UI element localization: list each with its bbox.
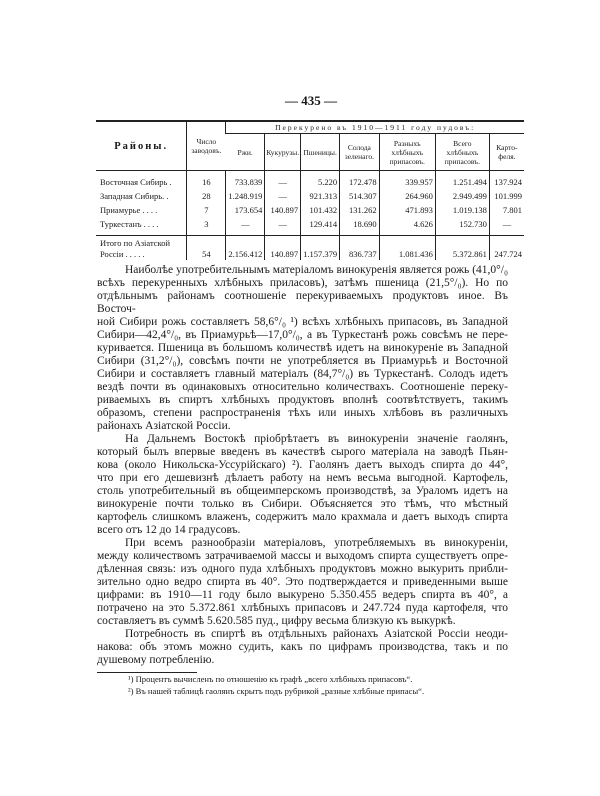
header-col: Ржи. bbox=[226, 134, 265, 171]
table-row bbox=[96, 217, 524, 231]
header-districts-label: Районы. bbox=[114, 140, 169, 152]
value-cell: 247.724 bbox=[489, 236, 524, 261]
district-cell: Туркестанъ . . . . bbox=[100, 218, 159, 229]
text-line: При всемъ разнообразіи матеріаловъ, употребляемыхъ въ винокуреніи, bbox=[125, 537, 508, 549]
value-cell: 173.654 bbox=[226, 203, 265, 217]
text-line: отдѣльнымъ районамъ соотношеніе перекуриваемыхъ продуктовъ иное. Въ Восточ- bbox=[97, 290, 508, 315]
value-cell: — bbox=[265, 175, 301, 189]
header-col: Разныхъ хлѣбныхъ припасовъ. bbox=[379, 134, 435, 171]
value-cell: — bbox=[489, 217, 524, 231]
value-cell: 140.897 bbox=[265, 236, 301, 261]
text-line: что при его дешевизнѣ дѣлаетъ работу на немъ весьма выгодной. Картофель, bbox=[97, 472, 508, 484]
value-cell: 101.999 bbox=[489, 189, 524, 203]
value-cell: 1.248.919 bbox=[226, 189, 265, 203]
plants-cell: 7 bbox=[187, 203, 226, 217]
text-line: ной Сибири рожь составляетъ 58,6°/₀ ¹) всѣхъ хлѣбныхъ припасовъ, въ Западной bbox=[97, 316, 508, 328]
header-col: Карто-феля. bbox=[489, 134, 524, 171]
value-cell: 5.372.861 bbox=[435, 236, 489, 261]
text-line: дѣленная связь: изъ одного пуда хлѣбныхъ продуктовъ можно выкурить прибли- bbox=[97, 563, 508, 575]
plants-cell: 28 bbox=[187, 189, 226, 203]
value-cell: 5.220 bbox=[301, 175, 340, 189]
value-cell: 921.313 bbox=[301, 189, 340, 203]
value-cell: 152.730 bbox=[435, 217, 489, 231]
text-line: зительно одно ведро спирта въ 40°. Это подтверждается и приведенными выше bbox=[97, 576, 508, 588]
text-line: всего отъ 12 до 14 градусовъ. bbox=[97, 524, 241, 536]
footnote-2: ²) Въ нашей таблицѣ гаолянъ скрытъ подъ рубрикой „разные хлѣбные припасы“. bbox=[128, 686, 425, 696]
value-cell: 140.897 bbox=[265, 203, 301, 217]
text-line: Сибири (31,2°/₀), совсѣмъ почти не употребляется въ Приамурьѣ и Восточной bbox=[97, 355, 508, 367]
value-cell: 836.737 bbox=[340, 236, 380, 261]
value-cell: 1.019.138 bbox=[435, 203, 489, 217]
value-cell: 2.156.412 bbox=[226, 236, 265, 261]
body-text bbox=[97, 264, 508, 667]
text-line: картофель слишкомъ влаженъ, содержитъ мало крахмала и даетъ выходъ спирта bbox=[97, 511, 508, 523]
value-cell: 137.924 bbox=[489, 175, 524, 189]
plants-cell: 16 bbox=[187, 175, 226, 189]
paragraph bbox=[97, 264, 508, 433]
text-line: составляетъ въ суммѣ 5.620.585 пуд., цифру весьма близкую къ выкуркѣ. bbox=[97, 615, 456, 627]
text-line: риваемыхъ въ спиртъ хлѣбныхъ продуктовъ вполнѣ соотвѣтствуетъ, такимъ bbox=[97, 394, 508, 406]
value-cell: 131.262 bbox=[340, 203, 380, 217]
value-cell: 101.432 bbox=[301, 203, 340, 217]
value-cell: — bbox=[265, 217, 301, 231]
text-line: между количествомъ затрачиваемой массы и выходомъ спирта существуетъ опре- bbox=[97, 550, 508, 562]
value-cell: 471.893 bbox=[379, 203, 435, 217]
text-line: кова (около Никольска-Уссурійскаго) ²). Гаолянъ даетъ выходъ спирта до 44°, bbox=[97, 459, 508, 471]
value-cell: 2.949.499 bbox=[435, 189, 489, 203]
text-line: На Дальнемъ Востокѣ пріобрѣтаетъ въ винокуреніи значеніе гаолянъ, bbox=[125, 433, 508, 445]
header-plants: Число заводовъ. bbox=[187, 121, 226, 171]
header-col: Пшеницы. bbox=[301, 134, 340, 171]
page-content bbox=[96, 93, 526, 697]
text-line: цифрами: въ 1910—11 году было выкурено 5.350.455 ведеръ спирта въ 40°, а bbox=[97, 589, 508, 601]
paragraph bbox=[97, 628, 508, 667]
text-line: столь употребительный въ общеимперскомъ производствѣ, за Ураломъ идетъ на bbox=[97, 485, 508, 497]
value-cell: — bbox=[265, 189, 301, 203]
text-line: Сибири—42,4°/₀, въ Приамурьѣ—17,0°/₀, а въ Туркестанѣ рожь совсѣмъ не пере- bbox=[97, 329, 508, 341]
text-line: винокуреніе почти только въ Сибири. Объясняется это тѣмъ, что мѣстный bbox=[97, 498, 508, 510]
text-line: душевому потребленію. bbox=[97, 654, 215, 666]
paragraph bbox=[97, 433, 508, 537]
district-cell: Западная Сибирь. . bbox=[100, 190, 169, 201]
value-cell: 514.307 bbox=[340, 189, 380, 203]
value-cell: 1.251.494 bbox=[435, 175, 489, 189]
header-col: Кукурузы. bbox=[265, 134, 301, 171]
distillation-table bbox=[96, 120, 524, 260]
district-cell: Итого по Азіатской Россіи . . . . . bbox=[96, 236, 187, 261]
text-line: вездѣ почти въ одинаковыхъ относительно количествахъ. Соотношеніе переку- bbox=[97, 381, 508, 393]
table-row bbox=[96, 189, 524, 203]
text-line: Наиболѣе употребительнымъ матеріаломъ винокуренія является рожь (41,0°/₀ bbox=[125, 264, 508, 276]
table-row bbox=[96, 203, 524, 217]
paragraph bbox=[97, 537, 508, 628]
value-cell: 18.690 bbox=[340, 217, 380, 231]
header-col: Всего хлѣбныхъ припасовъ. bbox=[435, 134, 489, 171]
district-cell: Восточная Сибирь . bbox=[100, 176, 172, 187]
value-cell: 129.414 bbox=[301, 217, 340, 231]
value-cell: 4.626 bbox=[379, 217, 435, 231]
text-line: который былъ впервые введенъ въ качествѣ сырого матеріала на заводѣ Пьян- bbox=[97, 446, 508, 458]
header-group: Перекурено въ 1910—1911 году пудовъ: bbox=[226, 121, 524, 134]
value-cell: — bbox=[226, 217, 265, 231]
text-line: образомъ, степени распространенія тѣхъ или иныхъ хлѣбовъ въ различныхъ bbox=[97, 407, 508, 419]
plants-cell: 3 bbox=[187, 217, 226, 231]
text-line: районахъ Азіатской Россіи. bbox=[97, 420, 231, 432]
table-row bbox=[96, 175, 524, 189]
plants-cell: 54 bbox=[187, 236, 226, 261]
text-line: Сибири и составляетъ главный матеріалъ (84,7°/₀) въ Туркестанѣ. Солодъ идетъ bbox=[97, 368, 508, 380]
value-cell: 1.081.436 bbox=[379, 236, 435, 261]
page-number: — 435 — bbox=[285, 93, 337, 108]
value-cell: 1.157.379 bbox=[301, 236, 340, 261]
value-cell: 339.957 bbox=[379, 175, 435, 189]
header-districts bbox=[96, 121, 187, 171]
text-line: накова: объ этомъ можно судить, какъ по цифрамъ производства, такъ и по bbox=[97, 641, 508, 653]
text-line: куривается. Пшеница въ большомъ количествѣ идетъ на винокуреніе въ Западной bbox=[97, 342, 508, 354]
district-cell: Приамурье . . . . bbox=[100, 204, 158, 215]
footnote-1: ¹) Процентъ вычисленъ по отношенію къ графѣ „всего хлѣбныхъ припасовъ“. bbox=[128, 674, 413, 684]
header-col: Солода зеленаго. bbox=[340, 134, 380, 171]
value-cell: 7.801 bbox=[489, 203, 524, 217]
text-line: Потребность въ спиртѣ въ отдѣльныхъ районахъ Азіатской Россіи неоди- bbox=[125, 628, 508, 640]
text-line: всѣхъ перекуренныхъ хлѣбныхъ приласовъ), затѣмъ пшеница (21,5°/₀). Но по bbox=[97, 277, 508, 289]
value-cell: 172.478 bbox=[340, 175, 380, 189]
text-line: потрачено на это 5.372.861 хлѣбныхъ припасовъ и 247.724 пуда картофеля, что bbox=[97, 602, 508, 614]
value-cell: 264.960 bbox=[379, 189, 435, 203]
total-row bbox=[96, 236, 524, 261]
value-cell: 733.839 bbox=[226, 175, 265, 189]
